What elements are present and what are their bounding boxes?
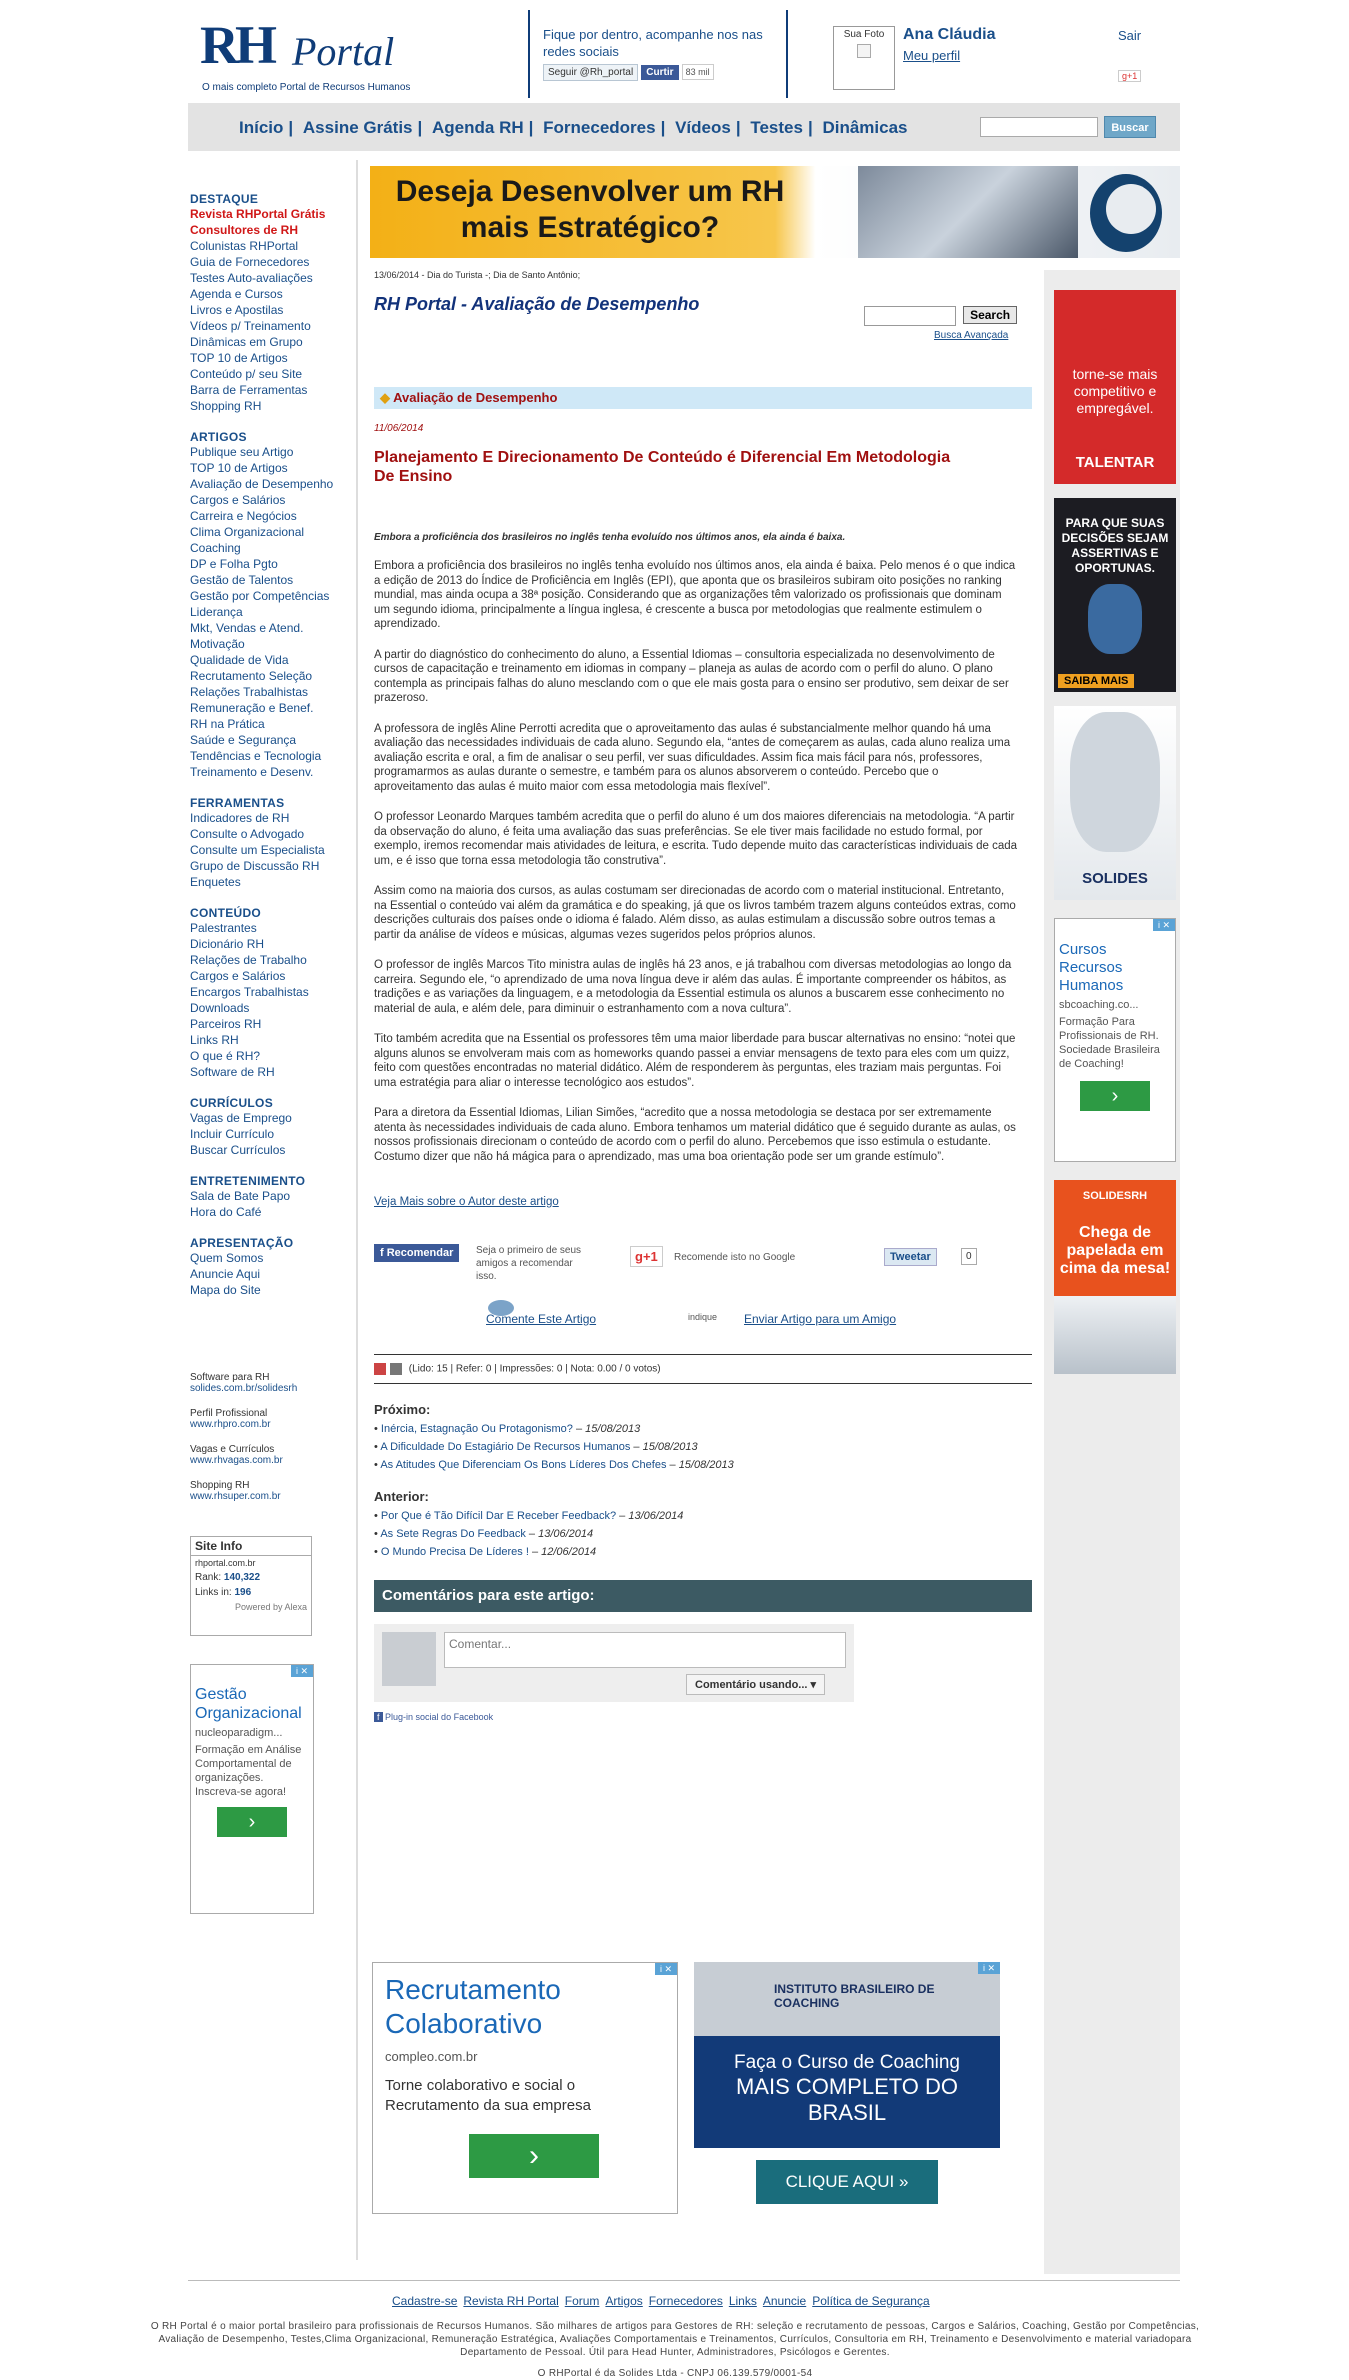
search-button[interactable]: Buscar bbox=[1104, 116, 1156, 138]
search-input[interactable] bbox=[980, 117, 1098, 137]
gplus-text: Recomende isto no Google bbox=[674, 1252, 796, 1263]
sidebar-item[interactable]: Dinâmicas em Grupo bbox=[190, 335, 303, 349]
partner-title: Software para RH bbox=[190, 1372, 270, 1383]
sidebar-item[interactable]: Cargos e Salários bbox=[190, 969, 286, 983]
ad-url: sbcoaching.co... bbox=[1059, 999, 1139, 1011]
sidebar-item[interactable]: Guia de Fornecedores bbox=[190, 255, 310, 269]
sidebar-item[interactable]: Publique seu Artigo bbox=[190, 445, 294, 459]
sidebar-item[interactable]: Consulte um Especialista bbox=[190, 843, 325, 857]
sidebar-item[interactable]: Coaching bbox=[190, 541, 241, 555]
related-article-date: 15/08/2013 bbox=[585, 1423, 641, 1435]
sidebar-item[interactable]: Incluir Currículo bbox=[190, 1127, 275, 1141]
nav-testes[interactable]: Testes bbox=[750, 118, 803, 137]
logo-rh: RH bbox=[200, 15, 273, 75]
avatar[interactable] bbox=[833, 26, 895, 90]
related-article-link[interactable]: Inércia, Estagnação Ou Protagonismo? bbox=[380, 1423, 573, 1435]
nav-agenda[interactable]: Agenda RH bbox=[432, 118, 524, 137]
footer-divider bbox=[188, 2280, 1180, 2281]
page-title: RH Portal - Avaliação de Desempenho bbox=[374, 294, 700, 314]
partner-link[interactable]: www.rhvagas.com.br bbox=[190, 1455, 283, 1466]
social-text: Fique por dentro, acompanhe nos nas redes sociais bbox=[543, 27, 763, 59]
banner-logo-icon bbox=[1090, 174, 1162, 252]
partner-link[interactable]: www.rhpro.com.br bbox=[190, 1419, 271, 1430]
ad-url: compleo.com.br bbox=[385, 2049, 478, 2064]
footer-text bbox=[150, 2320, 1200, 2380]
comment-as-dropdown[interactable]: Comentário usando... ▾ bbox=[686, 1674, 825, 1695]
print-icon[interactable] bbox=[374, 1363, 386, 1375]
header-divider bbox=[528, 10, 530, 98]
sidebar-item[interactable]: Shopping RH bbox=[190, 399, 262, 413]
ad-brand-area bbox=[694, 1962, 1000, 2036]
sidebar-heading: DESTAQUE bbox=[190, 192, 259, 206]
ad-url: nucleoparadigm... bbox=[195, 1727, 283, 1739]
sidebar-item[interactable]: Software de RH bbox=[190, 1065, 275, 1079]
sidebar-item[interactable]: Links RH bbox=[190, 1033, 239, 1047]
site-header bbox=[188, 10, 1180, 100]
broken-image-icon bbox=[857, 44, 871, 58]
sidebar-item[interactable]: Vagas de Emprego bbox=[190, 1111, 292, 1125]
logout-link[interactable]: Sair bbox=[1118, 28, 1142, 43]
nav-dinamicas[interactable]: Dinâmicas bbox=[822, 118, 908, 137]
nav-inicio[interactable]: Início bbox=[239, 118, 284, 137]
sidebar-item[interactable]: Mapa do Site bbox=[190, 1283, 261, 1297]
related-article-link[interactable]: A Dificuldade Do Estagiário De Recursos Humanos bbox=[380, 1441, 631, 1453]
nav-fornecedores[interactable]: Fornecedores bbox=[543, 118, 656, 137]
tweet-button[interactable]: Tweetar bbox=[884, 1248, 937, 1266]
sidebar-heading: APRESENTAÇÃO bbox=[190, 1236, 294, 1250]
main-content bbox=[374, 270, 1032, 1722]
sidebar-item[interactable]: Clima Organizacional bbox=[190, 525, 305, 539]
related-article-date: 13/06/2014 bbox=[628, 1510, 684, 1522]
sidebar-item[interactable]: Tendências e Tecnologia bbox=[190, 749, 322, 763]
sidebar-item[interactable]: Encargos Trabalhistas bbox=[190, 985, 309, 999]
related-article-item: • As Atitudes Que Diferenciam Os Bons Líderes Dos Chefes – 15/08/2013 bbox=[374, 1459, 734, 1471]
sidebar-item[interactable]: Downloads bbox=[190, 1001, 250, 1015]
sidebar-item-highlight[interactable]: Revista RHPortal Grátis bbox=[190, 207, 326, 221]
footer-link[interactable]: Forum bbox=[564, 2294, 600, 2308]
ad-choices-icon[interactable]: i ✕ bbox=[978, 1962, 1000, 1974]
ad-brand: SOLIDESRH bbox=[1082, 1190, 1148, 1202]
sidebar-item[interactable]: Qualidade de Vida bbox=[190, 653, 289, 667]
ad-title[interactable]: Cursos Recursos Humanos bbox=[1059, 941, 1124, 994]
ad-description: Formação Para Profissionais de RH. Sociedade Brasileira de Coaching! bbox=[1059, 1016, 1160, 1070]
sidebar-item[interactable]: Motivação bbox=[190, 637, 245, 651]
sidebar-item[interactable]: RH na Prática bbox=[190, 717, 265, 731]
sidebar-item[interactable]: Gestão de Talentos bbox=[190, 573, 294, 587]
sidebar-item[interactable]: Vídeos p/ Treinamento bbox=[190, 319, 311, 333]
partner-link-block bbox=[190, 1480, 281, 1502]
alexa-domain: rhportal.com.br bbox=[195, 1558, 256, 1568]
ad-line-2: MAIS COMPLETO DO BRASIL bbox=[735, 2074, 959, 2125]
sidebar-item[interactable]: Buscar Currículos bbox=[190, 1143, 286, 1157]
article-paragraph: Tito também acredita que na Essential os professores têm uma maior liberdade para buscar alternativas no ensino: “notei que alguns alunos se envolveram mais com as homeworks quando passei a enviar mensagens de texto para eles com um quizz, feito com questões encontradas no material didático. Além de responderem às perguntas, eles traziam mais perguntas. Foi uma estratégia para aliar o interesse tecnológico aos estudos”. bbox=[374, 1033, 1016, 1089]
sidebar-item[interactable]: Cargos e Salários bbox=[190, 493, 286, 507]
article-stats bbox=[374, 1354, 1032, 1384]
sidebar-item[interactable]: Enquetes bbox=[190, 875, 241, 889]
advanced-search-link[interactable]: Busca Avançada bbox=[934, 330, 1009, 341]
stats-text: (Lido: 15 | Refer: 0 | Impressões: 0 | Nota: 0.00 / 0 votos) bbox=[408, 1363, 661, 1375]
ad-copy bbox=[694, 2036, 1000, 2148]
sidebar-item[interactable]: Conteúdo p/ seu Site bbox=[190, 367, 303, 381]
bottom-ad-coaching[interactable] bbox=[694, 1962, 1000, 2214]
footer-link[interactable]: Cadastre-se bbox=[392, 2294, 458, 2308]
sidebar-item-highlight[interactable]: Consultores de RH bbox=[190, 223, 299, 237]
next-articles bbox=[374, 1402, 1032, 1558]
ad-cta[interactable]: SAIBA MAIS bbox=[1058, 674, 1134, 688]
related-article-item: • Inércia, Estagnação Ou Protagonismo? – 15/08/2013 bbox=[374, 1423, 641, 1435]
user-name: Ana Cláudia bbox=[903, 26, 996, 43]
sidebar-heading: ARTIGOS bbox=[190, 430, 247, 444]
partner-link-block bbox=[190, 1408, 271, 1430]
alexa-widget[interactable] bbox=[190, 1536, 312, 1636]
partner-title: Shopping RH bbox=[190, 1480, 250, 1491]
partner-title: Perfil Profissional bbox=[190, 1408, 268, 1419]
comments-header: Comentários para este artigo: bbox=[374, 1580, 1032, 1612]
footer-description: O RH Portal é o maior portal brasileiro para profissionais de Recursos Humanos. São milhares de artigos para Gestores de RH: seleção e recrutamento de pessoas, Cargos e Salários, Coaching, Gestão por Competências, Avaliação de Desempenho, Testes,Clima Organizacional, Remuneração Estratégica, Avaliações Comportamentais e Treinamentos, Currículos, Consultoria em RH, Treinamento e Desenvolvimento e material variadopara Departamento de Pessoal. Útil para Head Hunter, Administradores, Psicólogos e Gerentes. bbox=[150, 2321, 1200, 2358]
article-paragraph: A partir do diagnóstico do conhecimento do aluno, a Essential Idiomas – consultoria especializada no desenvolvimento de cursos de capacitação e treinamento em idiomas in company – planeja as aulas de acordo com o perfil do aluno. O plano contempla as principais falhas do aluno mesclando com o que ele mais gosta para o ensino ser produtivo, sem deixar de ser prazeroso. bbox=[374, 648, 1009, 704]
indique-label: indique bbox=[688, 1312, 718, 1322]
ad-photo bbox=[1054, 1296, 1176, 1374]
alexa-links: Links in: 196 bbox=[195, 1587, 252, 1598]
next-heading: Próximo: bbox=[374, 1402, 431, 1417]
photo-label: Sua Foto bbox=[843, 29, 885, 40]
nav-items: Início | Assine Grátis | Agenda RH | Fornecedores | Vídeos | Testes | Dinâmicas bbox=[234, 118, 912, 138]
article-search-input[interactable] bbox=[864, 306, 956, 326]
sidebar-item[interactable]: Agenda e Cursos bbox=[190, 287, 283, 301]
footer-links bbox=[392, 2294, 936, 2308]
footer-link[interactable]: Revista RH Portal bbox=[463, 2294, 559, 2308]
related-article-link[interactable]: O Mundo Precisa De Líderes ! bbox=[380, 1546, 529, 1558]
banner-photo bbox=[858, 166, 1078, 258]
sidebar-item[interactable]: Saúde e Segurança bbox=[190, 733, 297, 747]
footer-link[interactable]: Artigos bbox=[605, 2294, 643, 2308]
sidebar-item[interactable]: Remuneração e Benef. bbox=[190, 701, 314, 715]
sidebar-item[interactable]: Sala de Bate Papo bbox=[190, 1189, 291, 1203]
partner-link-block bbox=[190, 1444, 283, 1466]
header-divider bbox=[786, 10, 788, 98]
sidebar-item[interactable]: DP e Folha Pgto bbox=[190, 557, 278, 571]
ad-title[interactable]: Gestão Organizacional bbox=[195, 1686, 302, 1722]
ad-photo bbox=[1070, 712, 1160, 852]
tagline: O mais completo Portal de Recursos Humanos bbox=[202, 82, 411, 93]
comment-box bbox=[374, 1624, 854, 1702]
rail-ad-solidesrh[interactable] bbox=[1054, 1180, 1176, 1374]
partner-title: Vagas e Currículos bbox=[190, 1444, 275, 1455]
ad-arrow-button[interactable]: › bbox=[217, 1807, 287, 1837]
author-link[interactable]: Veja Mais sobre o Autor deste artigo bbox=[374, 1196, 559, 1208]
ad-brand: SOLIDES bbox=[1082, 870, 1148, 887]
alexa-title: Site Info bbox=[191, 1537, 311, 1556]
ad-brand: TALENTAR bbox=[1075, 454, 1155, 471]
sidebar-item[interactable]: Testes Auto-avaliações bbox=[190, 271, 313, 285]
sidebar-ad[interactable] bbox=[190, 1664, 314, 1914]
alexa-powered: Powered by Alexa bbox=[234, 1602, 307, 1612]
article-paragraph: Para a diretora da Essential Idiomas, Lilian Simões, “acredito que a nossa metodologia se destaca por ser extremamente atenta às necessidades individuais de cada aluno. Embora tenhamos um material didático que é seguido durante as aulas, os nossos profissionais direcionam o conteúdo de acordo com o perfil do aluno. Percebemos que isso estimula o estudante. Costumo dizer que não há mágica para o aprendizado, mas uma boa orientação pode ser um grande estímulo”. bbox=[374, 1107, 1016, 1163]
ad-choices-icon[interactable]: i ✕ bbox=[655, 1963, 677, 1975]
sidebar-item[interactable]: Palestrantes bbox=[190, 921, 257, 935]
ad-brand: INSTITUTO BRASILEIRO DE COACHING bbox=[774, 1982, 935, 2010]
ad-choices-icon[interactable]: i ✕ bbox=[1153, 919, 1175, 931]
facebook-recommend-text: Seja o primeiro de seus amigos a recomendar isso. bbox=[476, 1245, 582, 1282]
article-actions bbox=[374, 1298, 1032, 1338]
related-article-item: • O Mundo Precisa De Líderes ! – 12/06/2014 bbox=[374, 1546, 597, 1558]
social-box bbox=[543, 26, 773, 81]
article-title: Planejamento E Direcionamento De Conteúdo é Diferencial Em Metodologia De Ensino bbox=[374, 449, 951, 485]
facebook-plugin-label: f Plug-in social do Facebook bbox=[374, 1712, 1032, 1722]
facebook-recommend-button[interactable]: f Recomendar bbox=[374, 1244, 459, 1262]
ad-text: Chega de papelada em cima da mesa! bbox=[1059, 1224, 1171, 1277]
ad-choices-icon[interactable]: i ✕ bbox=[291, 1665, 313, 1677]
sidebar-item[interactable]: O que é RH? bbox=[190, 1049, 261, 1063]
sidebar-divider bbox=[356, 160, 358, 2260]
article-paragraph: Embora a proficiência dos brasileiros no inglês tenha evoluído nos últimos anos, ela ainda é baixa. Pelo menos é o que indica a edição de 2013 do Índice de Proficiência em Inglês (EPI), que aponta que os brasileiros subiram oito posições no ranking mundial, mas ainda ocupa a 38ª posição. Considerando que as organizações têm valorizado os profissionais que dominam um segundo idioma, principalmente a língua inglesa, é crescente a busca por metodologias que realmente estimulem o aprendizado. bbox=[374, 560, 1016, 630]
sidebar-heading: CONTEÚDO bbox=[190, 906, 262, 920]
sidebar-item[interactable]: Dicionário RH bbox=[190, 937, 265, 951]
sidebar-item[interactable]: Consulte o Advogado bbox=[190, 827, 305, 841]
nav-assine[interactable]: Assine Grátis bbox=[302, 118, 413, 137]
related-article-item: • A Dificuldade Do Estagiário De Recursos Humanos – 15/08/2013 bbox=[374, 1441, 698, 1453]
rail-ad-cursos[interactable] bbox=[1054, 918, 1176, 1162]
date-line: 13/06/2014 - Dia do Turista -; Dia de Santo Antônio; bbox=[374, 270, 581, 280]
pdf-icon[interactable] bbox=[390, 1363, 402, 1375]
sidebar-item[interactable]: Parceiros RH bbox=[190, 1017, 262, 1031]
sidebar-item[interactable]: Recrutamento Seleção bbox=[190, 669, 313, 683]
share-bar bbox=[374, 1244, 1032, 1282]
footer-link[interactable]: Anuncie bbox=[762, 2294, 807, 2308]
article-search bbox=[864, 306, 1017, 341]
commenter-avatar bbox=[382, 1632, 436, 1686]
sidebar-item[interactable]: Gestão por Competências bbox=[190, 589, 330, 603]
article-paragraph: Assim como na maioria dos cursos, as aulas costumam ser direcionadas de acordo com o material institucional. Entretanto, na Essential o conteúdo vai além da gramática e do speaking, já que os livros também trazem alguns conteúdos extras, como descrições culturais dos países onde o idioma é falado. Além disso, as aulas estimulam a discussão sobre outros temas a partir da análise de vídeos e músicas, algumas vezes sugeridos pelos próprios alunos. bbox=[374, 885, 1016, 941]
article-lead: Embora a proficiência dos brasileiros no inglês tenha evoluído nos últimos anos, ela ainda é baixa. bbox=[374, 532, 846, 543]
ad-text: torne-se mais competitivo e empregável. bbox=[1072, 366, 1158, 416]
sidebar-item[interactable]: TOP 10 de Artigos bbox=[190, 461, 288, 475]
footer-link[interactable]: Fornecedores bbox=[648, 2294, 723, 2308]
partner-link[interactable]: www.rhsuper.com.br bbox=[190, 1491, 281, 1502]
related-article-date: 12/06/2014 bbox=[541, 1546, 597, 1558]
sidebar-item[interactable]: Treinamento e Desenv. bbox=[190, 765, 314, 779]
nav-videos[interactable]: Vídeos bbox=[675, 118, 731, 137]
site-logo[interactable] bbox=[200, 15, 430, 98]
related-article-item: • As Sete Regras Do Feedback – 13/06/2014 bbox=[374, 1528, 594, 1540]
category-bar bbox=[374, 387, 1032, 409]
sidebar-item[interactable]: Colunistas RHPortal bbox=[190, 239, 299, 253]
ad-arrow-button[interactable]: › bbox=[469, 2134, 599, 2178]
partner-link[interactable]: solides.com.br/solidesrh bbox=[190, 1383, 298, 1394]
send-article-link[interactable]: Enviar Artigo para um Amigo bbox=[744, 1312, 897, 1326]
sidebar-item[interactable]: Quem Somos bbox=[190, 1251, 264, 1265]
ad-description: Formação em Análise Comportamental de organizações. Inscreva-se agora! bbox=[195, 1744, 302, 1798]
related-article-link[interactable]: As Sete Regras Do Feedback bbox=[380, 1528, 526, 1540]
sidebar bbox=[190, 176, 358, 1298]
sidebar-heading: ENTRETENIMENTO bbox=[190, 1174, 306, 1188]
sidebar-item[interactable]: Carreira e Negócios bbox=[190, 509, 297, 523]
related-article-date: 15/08/2013 bbox=[678, 1459, 734, 1471]
related-article-link[interactable]: Por Que é Tão Difícil Dar E Receber Feedback? bbox=[380, 1510, 617, 1522]
bottom-ad-recrutamento[interactable] bbox=[372, 1962, 678, 2214]
sidebar-item[interactable]: Liderança bbox=[190, 605, 243, 619]
related-article-link[interactable]: As Atitudes Que Diferenciam Os Bons Líderes Dos Chefes bbox=[380, 1459, 667, 1471]
gplus-button[interactable]: g+1 bbox=[630, 1246, 663, 1267]
gplus-button[interactable]: g+1 bbox=[1118, 70, 1141, 82]
sidebar-item[interactable]: Hora do Café bbox=[190, 1205, 262, 1219]
ad-title[interactable]: Recrutamento Colaborativo bbox=[385, 1974, 561, 2039]
sidebar-item[interactable]: TOP 10 de Artigos bbox=[190, 351, 288, 365]
sidebar-item[interactable]: Barra de Ferramentas bbox=[190, 383, 308, 397]
related-article-item: • Por Que é Tão Difícil Dar E Receber Feedback? – 13/06/2014 bbox=[374, 1510, 684, 1522]
category-label[interactable]: Avaliação de Desempenho bbox=[393, 390, 558, 405]
main-nav bbox=[188, 103, 1180, 151]
ad-cta-button[interactable]: CLIQUE AQUI » bbox=[756, 2160, 938, 2204]
banner-text: Deseja Desenvolver um RH mais Estratégico? bbox=[395, 175, 785, 244]
related-article-date: 13/06/2014 bbox=[538, 1528, 594, 1540]
sidebar-item[interactable]: Anuncie Aqui bbox=[190, 1267, 261, 1281]
sidebar-item[interactable]: Grupo de Discussão RH bbox=[190, 859, 320, 873]
rail-ad-talentar[interactable] bbox=[1054, 290, 1176, 484]
article-paragraph: O professor Leonardo Marques também acredita que o perfil do aluno é um dos maiores diferenciais na metodologia. “A partir da observação do aluno, é feita uma avaliação das suas preferências. Se ele tiver mais facilidade no estudo formal, por exemplo, iremos recomendar mais atividades de leitura, e escrita. Tudo depende muito das características individuais de cada um, e é isso que torna essa metodologia tão construtiva”. bbox=[374, 811, 1018, 867]
alexa-rank: Rank: 140,322 bbox=[195, 1572, 261, 1583]
twitter-follow-button[interactable]: Seguir @Rh_portal bbox=[543, 64, 638, 81]
profile-link[interactable]: Meu perfil bbox=[903, 48, 961, 63]
prev-heading: Anterior: bbox=[374, 1489, 429, 1504]
footer-link[interactable]: Política de Segurança bbox=[812, 2294, 930, 2308]
article-paragraph: O professor de inglês Marcos Tito ministra aulas de inglês há 23 anos, e já trabalhou com diversas metodologias ao longo da carreira. Segundo ele, “o aprendizado de uma nova língua deve ir além das aulas. É importante compreender os hábitos, as tradições e as variações da linguagem, e a metodologia da Essential estimula os alunos a buscarem esse conhecimento no material de aula, e além dele, para diminuir o estranhamento com a nova cultura”. bbox=[374, 959, 1012, 1015]
facebook-like-button[interactable]: Curtir bbox=[641, 65, 678, 80]
rail-ad-decisoes[interactable] bbox=[1054, 498, 1176, 692]
sidebar-item[interactable]: Livros e Apostilas bbox=[190, 303, 284, 317]
facebook-like-count: 83 mil bbox=[682, 64, 714, 80]
article-search-button[interactable]: Search bbox=[963, 306, 1017, 324]
tweet-count: 0 bbox=[961, 1248, 977, 1265]
logo-portal: Portal bbox=[292, 29, 395, 74]
sidebar-item[interactable]: Indicadores de RH bbox=[190, 811, 290, 825]
sidebar-heading: CURRÍCULOS bbox=[190, 1096, 273, 1110]
footer-link[interactable]: Links bbox=[728, 2294, 757, 2308]
article-paragraph: A professora de inglês Aline Perrotti acredita que o aproveitamento das aulas é substancialmente melhor quando há uma avaliação das necessidades individuais de cada aluno. Segundo ela, “antes de começarem as aulas, cada aluno realiza uma avaliação escrita e oral, a fim de analisar o seu perfil, ver suas dificuldades. Assim fica mais fácil para nós, professores, programarmos as aulas durante o semestre, e também para os alunos absorverem o conteúdo. Percebo que o aproveitamento das aulas é muito maior com essa metodologia mais flexível”. bbox=[374, 722, 1011, 793]
sidebar-item[interactable]: Mkt, Vendas e Atend. bbox=[190, 621, 304, 635]
sidebar-heading: FERRAMENTAS bbox=[190, 796, 285, 810]
category-icon: ◆ bbox=[380, 390, 390, 405]
related-article-date: 15/08/2013 bbox=[642, 1441, 698, 1453]
rail-ad-solides[interactable] bbox=[1054, 706, 1176, 900]
comment-article-link[interactable]: Comente Este Artigo bbox=[486, 1312, 597, 1326]
ad-arrow-button[interactable]: › bbox=[1080, 1081, 1150, 1111]
comment-input[interactable]: Comentar... bbox=[444, 1632, 846, 1668]
footer-cnpj: O RHPortal é da Solides Ltda - CNPJ 06.139.579/0001-54 bbox=[537, 2368, 813, 2379]
sidebar-item[interactable]: Relações de Trabalho bbox=[190, 953, 307, 967]
sidebar-item[interactable]: Relações Trabalhistas bbox=[190, 685, 309, 699]
ad-description: Torne colaborativo e social o Recrutamento da sua empresa bbox=[385, 2077, 591, 2114]
top-banner[interactable] bbox=[370, 166, 1180, 258]
ad-text: PARA QUE SUAS DECISÕES SEJAM ASSERTIVAS E OPORTUNAS. bbox=[1061, 516, 1169, 575]
partner-link-block bbox=[190, 1372, 297, 1394]
article-date: 11/06/2014 bbox=[374, 423, 424, 434]
hand-icon bbox=[1088, 584, 1142, 654]
sidebar-item[interactable]: Avaliação de Desempenho bbox=[190, 477, 334, 491]
ad-line-1: Faça o Curso de Coaching bbox=[733, 2052, 960, 2073]
